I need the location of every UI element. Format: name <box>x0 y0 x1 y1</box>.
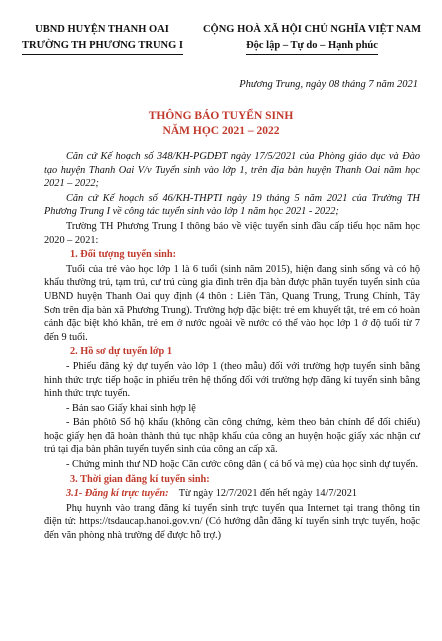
district-name: UBND HUYỆN THANH OAI <box>35 24 169 35</box>
section-3-1 <box>44 487 420 501</box>
basis-paragraph-1: Căn cứ Kế hoạch số 348/KH-PGDĐT ngày 17/5/2021 của Phòng giáo dục và Đào tạo huyện Thanh Oai V/v Tuyển sinh vào lớp 1, trên địa bàn huyện Thanh Oai năm học 2021 – 2022; <box>44 151 420 190</box>
section-3-1-time: Từ ngày 12/7/2021 đến hết ngày 14/7/2021 <box>178 488 358 500</box>
document-body <box>44 150 420 544</box>
header-left <box>22 22 182 55</box>
national-motto: Độc lập – Tự do – Hạnh phúc <box>246 38 378 55</box>
country-name: CỘNG HOÀ XÃ HỘI CHỦ NGHĨA VIỆT NAM <box>202 24 422 35</box>
section-1-text: Tuổi của trẻ vào học lớp 1 là 6 tuổi (sinh năm 2015), hiện đang sinh sống và có hộ khẩu thường trú, tạm trú, cư trú cùng gia đình trên địa bàn được phân tuyển tuyển sinh của UBND huyện Thanh Oai quy định (4 thôn : Liên Tân, Quang Trung, Trung Chính, Tây Sơn trên địa bàn xã Phương Trung). Trường hợp đặc biệt: trẻ em khuyết tật, trẻ em có hoàn cảnh đặc biệt khó khăn, trẻ em ở nước ngoài về nước có thể vào học lớp 1 ở độ tuổi từ 7 đến 9 tuổi. <box>44 263 420 343</box>
section-3-title: 3. Thời gian đăng kí tuyển sinh: <box>70 473 210 485</box>
section-2-item-2: - Bản sao Giấy khai sinh hợp lệ <box>66 402 196 414</box>
document-date: Phương Trung, ngày 08 tháng 7 năm 2021 <box>239 79 418 90</box>
school-name: TRƯỜNG TH PHƯƠNG TRUNG I <box>22 38 183 55</box>
section-2-item-4: - Chứng minh thư ND hoặc Căn cước công dân ( cả bố và mẹ) của học sinh dự tuyển. <box>66 459 419 471</box>
intro-paragraph: Trường TH Phương Trung I thông báo về việc tuyển sinh đầu cấp tiểu học năm học 2020 – 2021: <box>44 220 420 246</box>
section-3-1-text: Phụ huynh vào trang đăng kí tuyển sinh trực tuyến qua Internet tại trang thông tin điện tử: https://tsdaucap.hanoi.gov.vn/ (Có hướng dẫn đăng kí tuyển sinh trực tuyến, hoặc đến văn phòng nhà trường để được hỗ trợ.) <box>44 502 420 542</box>
section-3-1-label: 3.1- Đăng kí trực tuyến: <box>66 488 169 500</box>
basis-paragraph-2: Căn cứ Kế hoạch số 46/KH-THPTI ngày 19 tháng 5 năm 2021 của Trường TH Phương Trung I về công tác tuyển sinh vào lớp 1 năm học 2021 - 2022; <box>44 192 420 218</box>
section-2-item-1: - Phiếu đăng ký dự tuyển vào lớp 1 (theo mẫu) đối với trường hợp tuyển sinh bằng hình thức trực tiếp hoặc in phiếu trên hệ thống đối với trường hợp đăng kí tuyển sinh bằng hình thức trực tuyến. <box>44 360 420 400</box>
document-subtitle: NĂM HỌC 2021 – 2022 <box>162 125 280 137</box>
section-2-item-3: - Bản phôtô Sổ hộ khẩu (không cần công chứng, kèm theo bản chính để đối chiếu) hoặc giấy hẹn đã hoàn thành thủ tục nhập khẩu của công an huyện hoặc giấy xác nhận cư trú tại địa bàn phân tuyển tuyển sinh của công an cấp xã. <box>44 417 420 456</box>
document-title: THÔNG BÁO TUYỂN SINH <box>148 110 294 122</box>
section-1-title: 1. Đối tượng tuyển sinh: <box>70 249 177 261</box>
section-2-title: 2. Hồ sơ dự tuyển lớp 1 <box>70 346 172 358</box>
header-right <box>188 22 436 55</box>
